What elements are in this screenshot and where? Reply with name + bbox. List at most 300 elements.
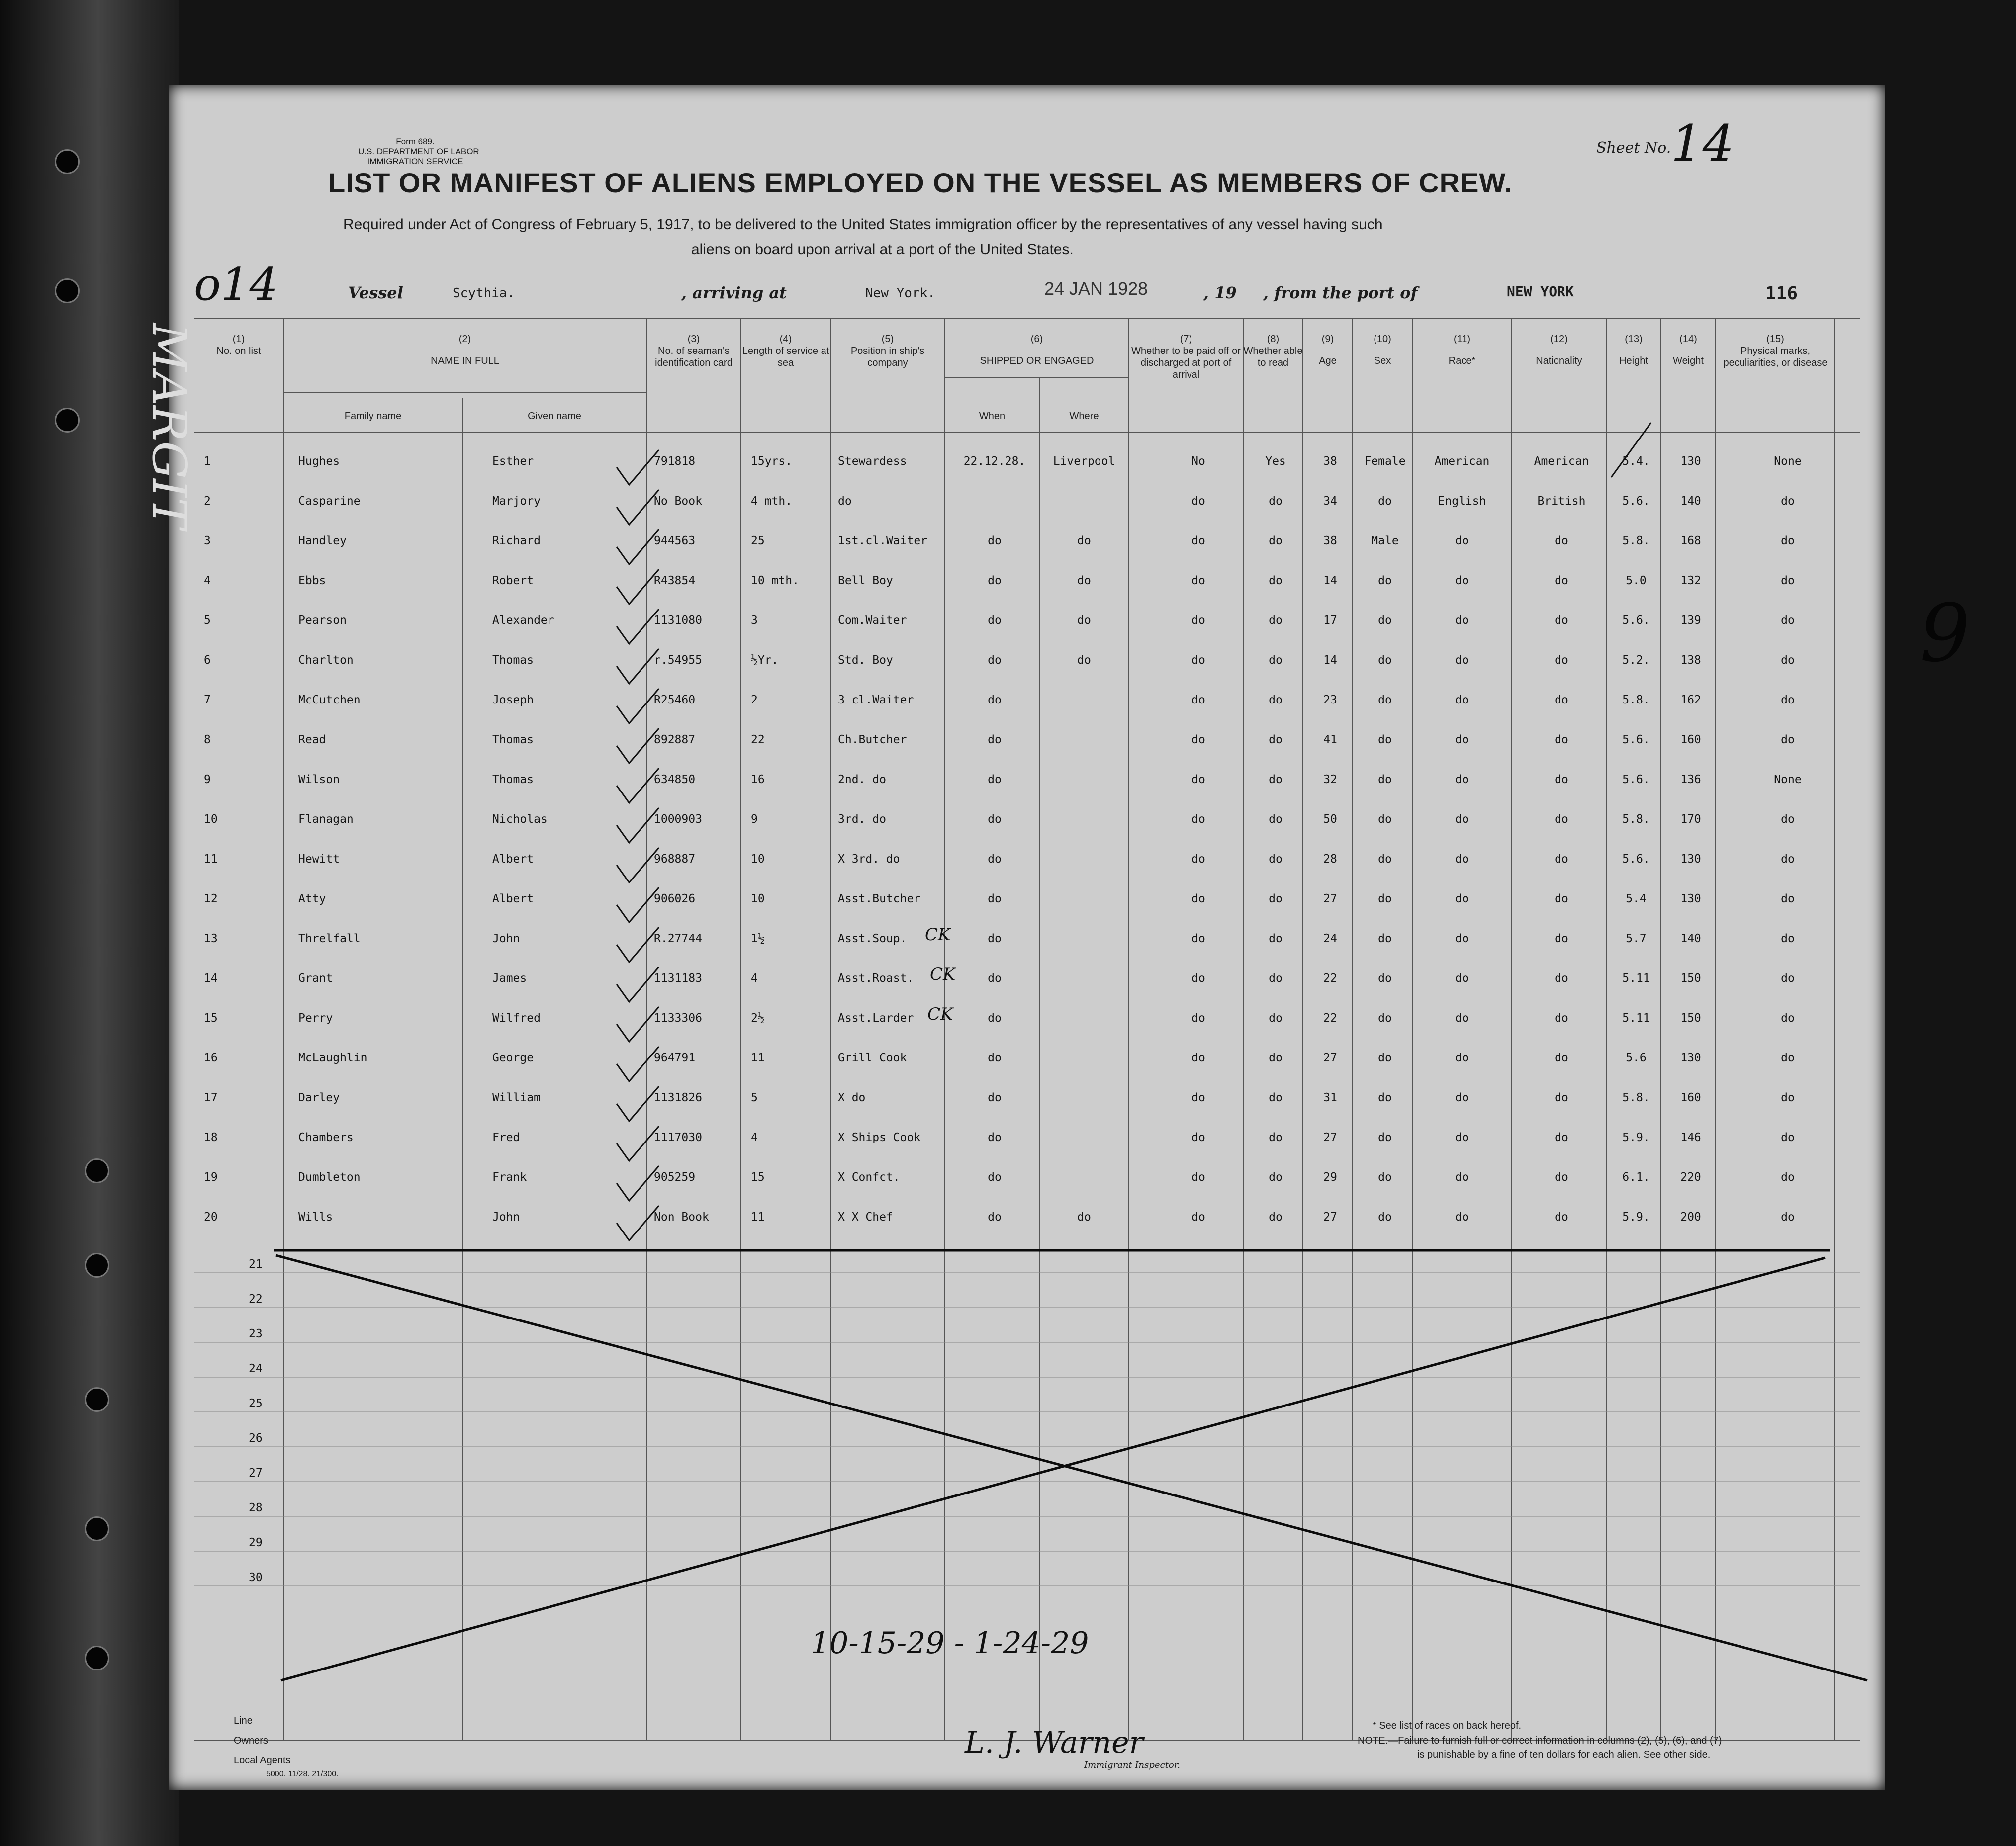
cell-height: 5.9. (1622, 1211, 1650, 1224)
cell-sex: Male (1371, 534, 1399, 547)
cell-family-name: Darley (298, 1091, 340, 1104)
cell-id-card-number: R25460 (654, 694, 696, 706)
footer-line-label: Line (234, 1715, 253, 1726)
cell-position: X Ships Cook (838, 1131, 921, 1144)
cell-position: Com.Waiter (838, 614, 907, 627)
cell-sex: do (1378, 1091, 1392, 1104)
cell-sex: do (1378, 853, 1392, 866)
col-header-15: (15) Physical marks, peculiarities, or disease (1723, 334, 1828, 368)
cell-weight: 170 (1680, 813, 1701, 826)
arrival-date-stamp: 24 JAN 1928 (1044, 278, 1148, 299)
cell-service-length: 2½ (751, 1012, 765, 1025)
cell-shipped-when: do (988, 1171, 1002, 1184)
cell-family-name: Handley (298, 534, 347, 547)
cell-sex: do (1378, 614, 1392, 627)
col-header-13: (13) Height (1619, 334, 1648, 366)
cell-paid-off: do (1191, 694, 1205, 706)
cell-paid-off: do (1191, 773, 1205, 786)
cell-physical-marks: do (1781, 694, 1795, 706)
cell-row-number: 7 (204, 694, 211, 706)
cell-family-name: Pearson (298, 614, 347, 627)
cell-shipped-when: do (988, 972, 1002, 985)
cell-paid-off: do (1191, 1211, 1205, 1224)
cell-service-length: 10 (751, 853, 765, 866)
cell-row-number: 14 (204, 972, 218, 985)
cell-given-name: Esther (492, 455, 534, 468)
cell-sex: do (1378, 495, 1392, 508)
cell-able-to-read: do (1269, 733, 1283, 746)
cell-paid-off: do (1191, 892, 1205, 905)
cell-id-card-number: 892887 (654, 733, 696, 746)
cell-given-name: John (492, 1211, 520, 1224)
cell-position: Asst.Butcher (838, 892, 921, 905)
form-subtitle-line2: aliens on board upon arrival at a port of the United States. (691, 241, 1074, 258)
cell-nationality: do (1555, 1171, 1568, 1184)
cell-paid-off: do (1191, 853, 1205, 866)
cell-family-name: Charlton (298, 654, 354, 667)
cell-height: 5.11 (1622, 1012, 1650, 1025)
cell-id-card-number: 906026 (654, 892, 696, 905)
margin-left-number: o14 (194, 259, 278, 311)
cell-age: 27 (1323, 892, 1337, 905)
cell-physical-marks: do (1781, 892, 1795, 905)
col-header-12: (12) Nationality (1536, 334, 1582, 366)
cell-weight: 139 (1680, 614, 1701, 627)
cell-given-name: William (492, 1091, 541, 1104)
cell-family-name: Hughes (298, 455, 340, 468)
cell-position: Stewardess (838, 455, 907, 468)
form-number: Form 689. (396, 137, 435, 146)
cell-family-name: Hewitt (298, 853, 340, 866)
col-header-14: (14) Weight (1673, 334, 1704, 366)
cell-age: 31 (1323, 1091, 1337, 1104)
cell-shipped-when: do (988, 534, 1002, 547)
cell-id-card-number: 1131183 (654, 972, 702, 985)
cell-position: Asst.Roast. (838, 972, 914, 985)
penalty-note-line2: is punishable by a fine of ten dollars for each alien. See other side. (1417, 1749, 1711, 1760)
cell-age: 17 (1323, 614, 1337, 627)
cell-able-to-read: do (1269, 813, 1283, 826)
cell-service-length: 22 (751, 733, 765, 746)
cell-paid-off: do (1191, 534, 1205, 547)
cell-id-card-number: 1117030 (654, 1131, 702, 1144)
cell-race: do (1455, 813, 1469, 826)
col-header-4: (4) Length of service at sea (742, 334, 829, 368)
cell-age: 24 (1323, 932, 1337, 945)
cell-family-name: Perry (298, 1012, 333, 1025)
cell-shipped-when: do (988, 654, 1002, 667)
cell-service-length: 1½ (751, 932, 765, 945)
cell-height: 6.1. (1622, 1171, 1650, 1184)
cell-shipped-when: do (988, 773, 1002, 786)
punch-hole (55, 408, 80, 433)
cell-paid-off: do (1191, 1171, 1205, 1184)
cell-height: 5.6. (1622, 773, 1650, 786)
cell-weight: 130 (1680, 853, 1701, 866)
cell-id-card-number: 791818 (654, 455, 696, 468)
cell-weight: 150 (1680, 972, 1701, 985)
cell-position: Asst.Soup. (838, 932, 907, 945)
cell-age: 27 (1323, 1052, 1337, 1064)
empty-row-number: 24 (249, 1362, 263, 1375)
cell-row-number: 12 (204, 892, 218, 905)
cell-id-card-number: 1131826 (654, 1091, 702, 1104)
cell-nationality: do (1555, 733, 1568, 746)
arriving-port: New York. (865, 286, 935, 301)
cell-given-name: Alexander (492, 614, 554, 627)
handwritten-dates: 10-15-29 - 1-24-29 (811, 1626, 1089, 1661)
col-header-9: (9) Age (1319, 334, 1337, 366)
cell-paid-off: do (1191, 495, 1205, 508)
cell-id-card-number: 964791 (654, 1052, 696, 1064)
empty-row-number: 25 (249, 1397, 263, 1410)
row-13-annotation: CK (925, 925, 951, 945)
cell-nationality: do (1555, 932, 1568, 945)
cell-paid-off: do (1191, 1091, 1205, 1104)
cell-age: 27 (1323, 1131, 1337, 1144)
cell-weight: 130 (1680, 455, 1701, 468)
cell-age: 50 (1323, 813, 1337, 826)
cell-able-to-read: do (1269, 1171, 1283, 1184)
cell-physical-marks: do (1781, 1171, 1795, 1184)
cell-service-length: 15yrs. (751, 455, 793, 468)
cell-paid-off: do (1191, 614, 1205, 627)
cell-given-name: Frank (492, 1171, 527, 1184)
cell-weight: 146 (1680, 1131, 1701, 1144)
cell-service-length: 11 (751, 1211, 765, 1224)
cell-able-to-read: do (1269, 972, 1283, 985)
cell-shipped-where: do (1077, 574, 1091, 587)
cell-id-card-number: 1133306 (654, 1012, 702, 1025)
cell-nationality: do (1555, 1211, 1568, 1224)
cell-nationality: do (1555, 972, 1568, 985)
cell-position: Std. Boy (838, 654, 893, 667)
check-marks (617, 450, 659, 1240)
from-port: NEW YORK (1507, 283, 1574, 300)
punch-hole (85, 1516, 109, 1541)
col-header-2: (2) NAME IN FULL (431, 334, 499, 366)
cell-position: 3 cl.Waiter (838, 694, 914, 706)
col-subheader-given: Given name (528, 411, 581, 422)
empty-row-number: 30 (249, 1571, 263, 1584)
cell-weight: 150 (1680, 1012, 1701, 1025)
cell-service-length: 2 (751, 694, 758, 706)
punch-hole (85, 1646, 109, 1670)
cell-position: 2nd. do (838, 773, 886, 786)
cell-id-card-number: 1000903 (654, 813, 702, 826)
cell-shipped-when: do (988, 892, 1002, 905)
cell-paid-off: do (1191, 574, 1205, 587)
cell-family-name: Dumbleton (298, 1171, 361, 1184)
cell-service-length: ½Yr. (751, 654, 779, 667)
cell-physical-marks: do (1781, 972, 1795, 985)
cell-sex: do (1378, 1012, 1392, 1025)
cell-able-to-read: do (1269, 892, 1283, 905)
cell-race: do (1455, 614, 1469, 627)
cell-height: 5.4 (1626, 892, 1647, 905)
punch-hole (55, 278, 80, 303)
race-note: * See list of races on back hereof. (1373, 1720, 1522, 1731)
cell-able-to-read: do (1269, 614, 1283, 627)
arriving-label: , arriving at (681, 283, 787, 302)
cell-race: do (1455, 892, 1469, 905)
footer-owners-label: Owners (234, 1735, 268, 1746)
cell-nationality: do (1555, 1052, 1568, 1064)
cell-race: do (1455, 1012, 1469, 1025)
cell-physical-marks: None (1774, 773, 1802, 786)
cell-height: 5.0 (1626, 574, 1647, 587)
empty-row-number: 27 (249, 1467, 263, 1480)
cell-age: 34 (1323, 495, 1337, 508)
cell-race: do (1455, 1091, 1469, 1104)
cell-paid-off: do (1191, 733, 1205, 746)
col-header-5: (5) Position in ship's company (850, 334, 925, 368)
cell-position: 3rd. do (838, 813, 886, 826)
cell-service-length: 9 (751, 813, 758, 826)
cell-able-to-read: do (1269, 1131, 1283, 1144)
col-header-8: (8) Whether able to read (1243, 334, 1303, 368)
cell-able-to-read: do (1269, 1012, 1283, 1025)
cell-sex: do (1378, 694, 1392, 706)
cell-position: do (838, 495, 852, 508)
cell-height: 5.8. (1622, 1091, 1650, 1104)
footer-agents-label: Local Agents (234, 1755, 291, 1766)
cell-age: 27 (1323, 1211, 1337, 1224)
cell-nationality: do (1555, 1131, 1568, 1144)
cell-family-name: Chambers (298, 1131, 354, 1144)
cell-race: do (1455, 972, 1469, 985)
cell-nationality: do (1555, 813, 1568, 826)
cell-shipped-when: do (988, 853, 1002, 866)
cell-height: 5.8. (1622, 534, 1650, 547)
cell-row-number: 20 (204, 1211, 218, 1224)
cell-row-number: 16 (204, 1052, 218, 1064)
empty-row-number: 23 (249, 1327, 263, 1340)
cell-row-number: 3 (204, 534, 211, 547)
cell-race: American (1434, 455, 1490, 468)
cell-able-to-read: do (1269, 1052, 1283, 1064)
cell-position: Asst.Larder (838, 1012, 914, 1025)
cell-weight: 130 (1680, 1052, 1701, 1064)
cell-shipped-where: do (1077, 614, 1091, 627)
cell-shipped-when: do (988, 1131, 1002, 1144)
cell-height: 5.8. (1622, 694, 1650, 706)
cell-paid-off: do (1191, 972, 1205, 985)
cell-given-name: Thomas (492, 654, 534, 667)
cell-age: 22 (1323, 1012, 1337, 1025)
cell-nationality: do (1555, 892, 1568, 905)
punch-hole (55, 149, 80, 174)
cell-nationality: do (1555, 773, 1568, 786)
cell-id-card-number: R.27744 (654, 932, 702, 945)
cell-race: do (1455, 773, 1469, 786)
cell-age: 38 (1323, 455, 1337, 468)
empty-row-number: 26 (249, 1432, 263, 1445)
col-subheader-family: Family name (344, 411, 402, 422)
col-header-6: (6) SHIPPED OR ENGAGED (980, 334, 1094, 366)
cell-physical-marks: do (1781, 1131, 1795, 1144)
punch-hole (85, 1158, 109, 1183)
cell-able-to-read: do (1269, 574, 1283, 587)
cell-service-length: 15 (751, 1171, 765, 1184)
cell-nationality: British (1537, 495, 1586, 508)
cell-physical-marks: do (1781, 654, 1795, 667)
cell-given-name: James (492, 972, 527, 985)
cell-row-number: 11 (204, 853, 218, 866)
cell-nationality: do (1555, 654, 1568, 667)
cell-weight: 136 (1680, 773, 1701, 786)
cell-id-card-number: No Book (654, 495, 702, 508)
cell-given-name: Joseph (492, 694, 534, 706)
cell-family-name: Atty (298, 892, 326, 905)
form-title: LIST OR MANIFEST OF ALIENS EMPLOYED ON THE VESSEL AS MEMBERS OF CREW. (328, 167, 1513, 198)
cell-service-length: 4 mth. (751, 495, 793, 508)
cell-sex: Female (1364, 455, 1406, 468)
cell-able-to-read: Yes (1265, 455, 1286, 468)
cell-age: 23 (1323, 694, 1337, 706)
cell-row-number: 6 (204, 654, 211, 667)
cell-nationality: American (1534, 455, 1589, 468)
cell-shipped-when: do (988, 614, 1002, 627)
empty-row-number: 21 (249, 1258, 263, 1271)
cell-physical-marks: do (1781, 495, 1795, 508)
cell-family-name: Threlfall (298, 932, 361, 945)
cell-race: do (1455, 534, 1469, 547)
penalty-note-line1: NOTE.—Failure to furnish full or correct information in columns (2), (5), (6), and (7) (1358, 1735, 1722, 1746)
cell-row-number: 10 (204, 813, 218, 826)
cell-able-to-read: do (1269, 495, 1283, 508)
cell-family-name: McCutchen (298, 694, 361, 706)
cell-row-number: 17 (204, 1091, 218, 1104)
cell-position: X do (838, 1091, 866, 1104)
col-header-10: (10) Sex (1374, 334, 1391, 366)
cell-shipped-where: Liverpool (1053, 455, 1115, 468)
cell-shipped-when: do (988, 1012, 1002, 1025)
cell-weight: 160 (1680, 1091, 1701, 1104)
cell-shipped-when: do (988, 733, 1002, 746)
cell-id-card-number: 968887 (654, 853, 696, 866)
cell-race: do (1455, 853, 1469, 866)
cell-position: Grill Cook (838, 1052, 907, 1064)
cell-row-number: 13 (204, 932, 218, 945)
cell-row-number: 8 (204, 733, 211, 746)
col-header-3: (3) No. of seaman's identification card (655, 334, 733, 368)
cell-able-to-read: do (1269, 773, 1283, 786)
cell-age: 22 (1323, 972, 1337, 985)
cell-shipped-where: do (1077, 1211, 1091, 1224)
cell-service-length: 11 (751, 1052, 765, 1064)
cell-row-number: 2 (204, 495, 211, 508)
cell-given-name: Thomas (492, 773, 534, 786)
cell-paid-off: do (1191, 1012, 1205, 1025)
cell-given-name: John (492, 932, 520, 945)
cell-row-number: 5 (204, 614, 211, 627)
vessel-name: Scythia. (453, 286, 515, 301)
cell-given-name: Thomas (492, 733, 534, 746)
cell-position: Ch.Butcher (838, 733, 907, 746)
cell-paid-off: do (1191, 813, 1205, 826)
cell-race: do (1455, 1131, 1469, 1144)
cell-age: 29 (1323, 1171, 1337, 1184)
cell-id-card-number: R43854 (654, 574, 696, 587)
cell-shipped-when: do (988, 932, 1002, 945)
cell-height: 5.11 (1622, 972, 1650, 985)
inspector-signature: L. J. Warner (965, 1725, 1144, 1760)
cell-nationality: do (1555, 1012, 1568, 1025)
col-subheader-when: When (979, 411, 1006, 422)
sheet-number: 14 (1671, 114, 1735, 173)
row-14-annotation: CK (930, 965, 956, 984)
cell-family-name: Grant (298, 972, 333, 985)
cell-physical-marks: do (1781, 1012, 1795, 1025)
cell-service-length: 16 (751, 773, 765, 786)
cell-sex: do (1378, 892, 1392, 905)
cell-able-to-read: do (1269, 1091, 1283, 1104)
cell-race: do (1455, 1171, 1469, 1184)
department-name: U.S. DEPARTMENT OF LABOR (358, 147, 479, 156)
cell-family-name: Ebbs (298, 574, 326, 587)
cell-paid-off: do (1191, 932, 1205, 945)
cell-race: do (1455, 654, 1469, 667)
cell-sex: do (1378, 1211, 1392, 1224)
cell-id-card-number: 944563 (654, 534, 696, 547)
cell-sex: do (1378, 972, 1392, 985)
cell-row-number: 9 (204, 773, 211, 786)
empty-row-number: 29 (249, 1536, 263, 1549)
footer-print-code: 5000. 11/28. 21/300. (266, 1770, 339, 1778)
cell-weight: 132 (1680, 574, 1701, 587)
cell-sex: do (1378, 773, 1392, 786)
cell-given-name: Albert (492, 853, 534, 866)
cell-age: 14 (1323, 574, 1337, 587)
cell-paid-off: No (1191, 455, 1205, 468)
from-port-label: , from the port of (1263, 283, 1418, 302)
cell-nationality: do (1555, 534, 1568, 547)
cell-service-length: 5 (751, 1091, 758, 1104)
cell-family-name: Wills (298, 1211, 333, 1224)
margin-right-mark: 9 (1920, 587, 1970, 680)
cell-shipped-when: do (988, 1211, 1002, 1224)
cell-height: 5.4. (1622, 455, 1650, 468)
cell-row-number: 15 (204, 1012, 218, 1025)
cell-sex: do (1378, 654, 1392, 667)
cell-given-name: Wilfred (492, 1012, 541, 1025)
cell-height: 5.6 (1626, 1052, 1647, 1064)
cell-able-to-read: do (1269, 694, 1283, 706)
cell-family-name: Wilson (298, 773, 340, 786)
cell-weight: 168 (1680, 534, 1701, 547)
cell-given-name: Richard (492, 534, 541, 547)
cell-physical-marks: do (1781, 1211, 1795, 1224)
cell-nationality: do (1555, 614, 1568, 627)
form-subtitle-line1: Required under Act of Congress of February 5, 1917, to be delivered to the United States immigration officer by the representatives of any vessel having such (343, 216, 1383, 233)
cell-age: 32 (1323, 773, 1337, 786)
cell-service-length: 3 (751, 614, 758, 627)
cell-service-length: 10 (751, 892, 765, 905)
cell-position: 1st.cl.Waiter (838, 534, 928, 547)
binder-strip (0, 0, 179, 1846)
cell-weight: 130 (1680, 892, 1701, 905)
cell-nationality: do (1555, 574, 1568, 587)
cell-able-to-read: do (1269, 853, 1283, 866)
punch-hole (85, 1387, 109, 1412)
cell-race: do (1455, 1052, 1469, 1064)
cell-paid-off: do (1191, 1131, 1205, 1144)
cell-given-name: Fred (492, 1131, 520, 1144)
cell-row-number: 4 (204, 574, 211, 587)
cell-shipped-when: do (988, 813, 1002, 826)
cell-sex: do (1378, 813, 1392, 826)
